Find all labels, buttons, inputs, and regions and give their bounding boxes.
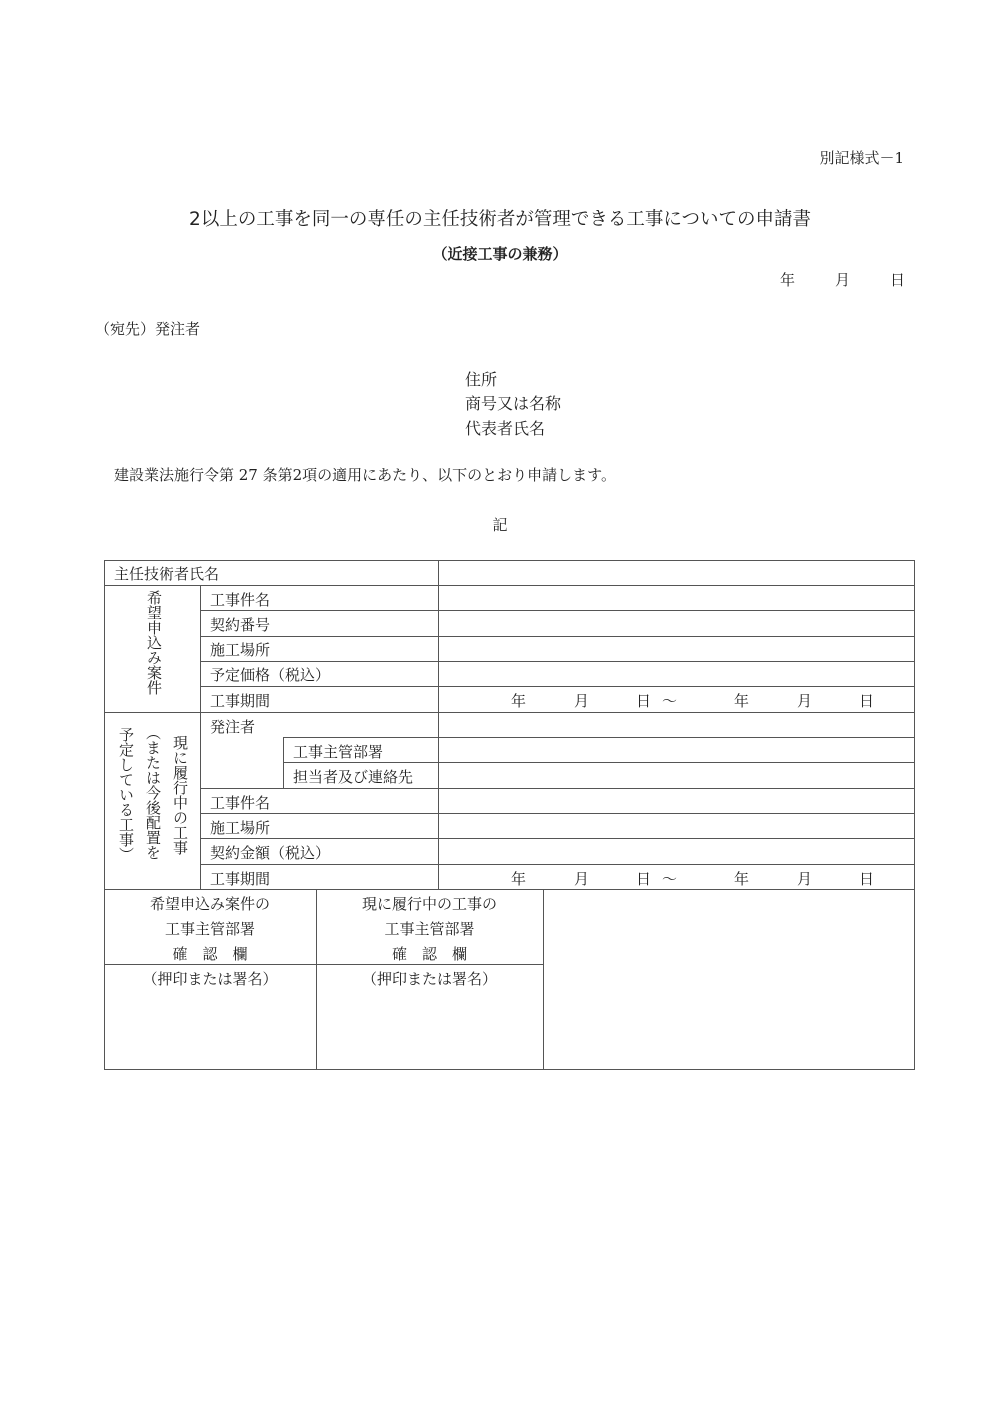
g1-period-end-month: 月 — [797, 692, 813, 710]
g1-period-start-month: 月 — [574, 692, 590, 710]
g1-contract-number-label: 契約番号 — [210, 616, 271, 634]
g1-period-label: 工事期間 — [210, 692, 271, 710]
applicant-representative-label: 代表者氏名 — [465, 419, 546, 438]
g1-site-label: 施工場所 — [210, 641, 271, 659]
group2-label-line2: （または今後配置を — [144, 725, 162, 860]
col-line — [283, 737, 284, 788]
confirm2-line3: 確 認 欄 — [391, 945, 467, 963]
row-line — [200, 686, 915, 687]
g2-period-tilde: ～ — [662, 870, 678, 888]
confirm2-line1: 現に履行中の工事の — [361, 895, 497, 913]
confirm1-line2: 工事主管部署 — [164, 920, 255, 938]
g1-period-tilde: ～ — [662, 692, 678, 710]
g2-period-end-day: 日 — [859, 870, 875, 888]
row-line — [200, 813, 915, 814]
form-number: 別記様式－1 — [819, 149, 904, 167]
confirm1-line1: 希望申込み案件の — [149, 895, 270, 913]
g1-period-start-year: 年 — [511, 692, 527, 710]
table-border-left — [104, 560, 105, 1070]
document-title: 2以上の工事を同一の専任の主任技術者が管理できる工事についての申請書 — [189, 209, 811, 230]
g2-period-label: 工事期間 — [210, 870, 271, 888]
confirm2-line2: 工事主管部署 — [384, 920, 475, 938]
group1-label: 希望申込み案件 — [145, 590, 163, 695]
g2-period-start-year: 年 — [511, 870, 527, 888]
row-line — [200, 838, 915, 839]
g2-contact-label: 担当者及び連絡先 — [293, 768, 414, 786]
g1-period-end-year: 年 — [734, 692, 750, 710]
g2-site-label: 施工場所 — [210, 819, 271, 837]
g2-orderer-label: 発注者 — [210, 718, 256, 736]
row-line — [104, 712, 915, 713]
confirm1-seal: （押印または署名） — [142, 970, 278, 988]
row-line — [200, 864, 915, 865]
table-border-top — [104, 560, 915, 561]
g2-project-name-label: 工事件名 — [210, 794, 271, 812]
date-month: 月 — [835, 271, 851, 289]
date-day: 日 — [890, 271, 906, 289]
g2-contract-amount-label: 契約金額（税込） — [210, 844, 331, 862]
group2-label-line3: 予定している工事） — [117, 727, 135, 862]
row-line — [283, 737, 915, 738]
g2-period-end-month: 月 — [797, 870, 813, 888]
g1-project-name-label: 工事件名 — [210, 591, 271, 609]
row-line — [200, 788, 915, 789]
g2-period-start-day: 日 — [636, 870, 652, 888]
document-subtitle: （近接工事の兼務） — [432, 245, 568, 263]
g2-dept-label: 工事主管部署 — [293, 743, 384, 761]
row-line — [200, 610, 915, 611]
intro-text: 建設業法施行令第 27 条第2項の適用にあたり、以下のとおり申請します。 — [114, 466, 616, 484]
group2-label-line1: 現に履行中の工事 — [171, 735, 189, 855]
col-line — [200, 585, 201, 889]
row-line — [283, 762, 915, 763]
g1-period-start-day: 日 — [636, 692, 652, 710]
confirm1-line3: 確 認 欄 — [172, 945, 248, 963]
row-line — [104, 889, 915, 890]
date-line — [780, 269, 905, 290]
applicant-company-label: 商号又は名称 — [465, 394, 562, 413]
ki-heading: 記 — [492, 516, 508, 534]
g1-estimated-price-label: 予定価格（税込） — [210, 666, 331, 684]
col-line — [438, 560, 439, 889]
g2-period-start-month: 月 — [574, 870, 590, 888]
g1-period-end-day: 日 — [859, 692, 875, 710]
col-line — [543, 889, 544, 1069]
table-border-bottom — [104, 1069, 915, 1070]
date-year: 年 — [780, 271, 796, 289]
row-line — [104, 585, 915, 586]
addressee: （宛先）発注者 — [95, 320, 201, 338]
row-line — [104, 964, 543, 965]
row-line — [200, 661, 915, 662]
applicant-address-label: 住所 — [465, 370, 498, 389]
g2-period-end-year: 年 — [734, 870, 750, 888]
engineer-name-label: 主任技術者氏名 — [114, 565, 220, 583]
confirm2-seal: （押印または署名） — [361, 970, 497, 988]
row-line — [200, 636, 915, 637]
